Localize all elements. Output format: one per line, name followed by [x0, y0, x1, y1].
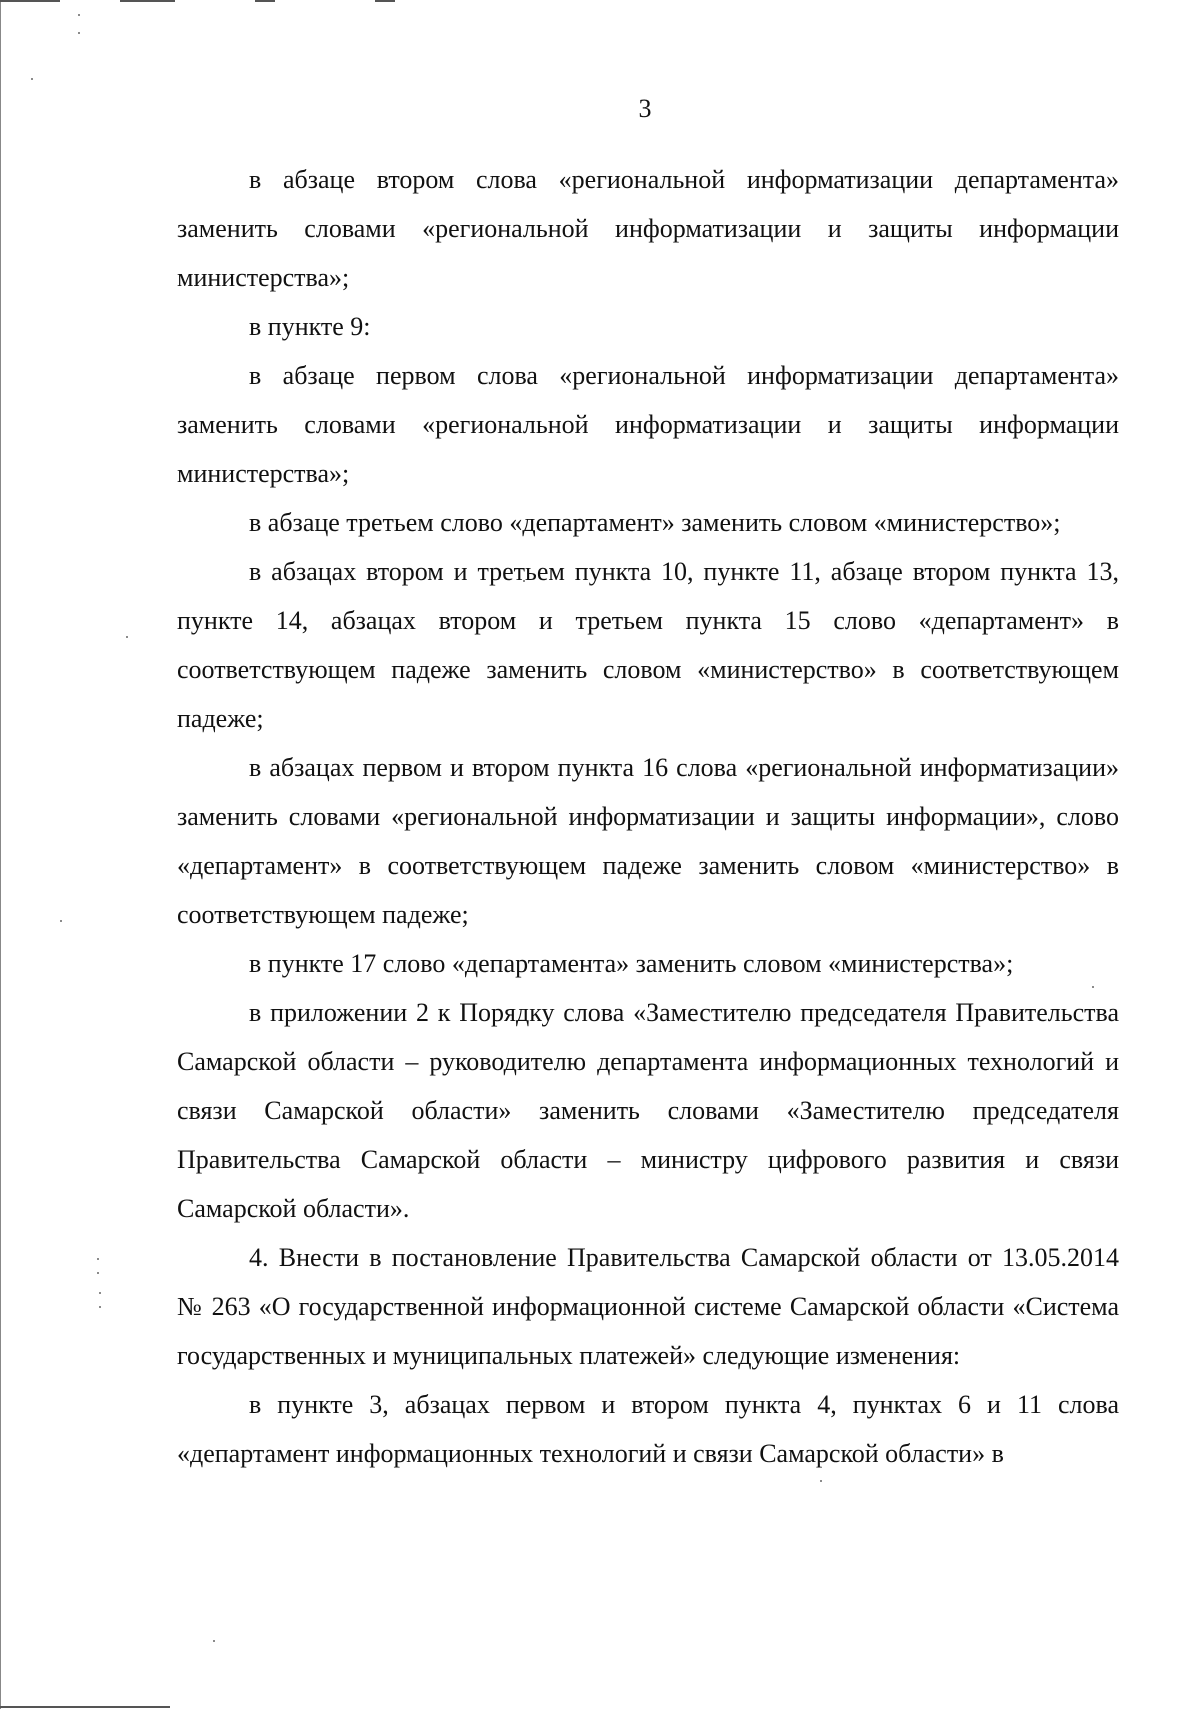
paragraph: 4. Внести в постановление Правительства Самарской области от 13.05.2014 № 263 «О государственной информационной системе Самарской области «Система государственных и муниципальных платежей» следующие изменения:: [177, 1243, 1119, 1370]
paragraph: в абзацах втором и третьем пункта 10, пункте 11, абзаце втором пункта 13, пункте 14, абзацах втором и третьем пункта 15 слово «департамент» в соответствующем падеже заменить словом «министерство» в соответствующем падеже;: [177, 557, 1119, 733]
scan-speck: [78, 14, 80, 16]
scan-speck: [126, 636, 128, 638]
scan-speck: [60, 920, 62, 922]
scan-speck: [97, 1272, 99, 1274]
scan-edge-line-top-1: [0, 0, 60, 2]
paragraph: в абзаце первом слова «региональной информатизации департамента» заменить словами «региональной информатизации и защиты информации министерства»;: [177, 361, 1119, 488]
scan-speck: [99, 1292, 101, 1294]
scan-speck: [78, 32, 80, 34]
scan-speck: [213, 1640, 215, 1642]
page-number: 3: [638, 94, 652, 123]
paragraph: в приложении 2 к Порядку слова «Заместителю председателя Правительства Самарской области – руководителю департамента информационных технологий и связи Самарской области» заменить словами «Заместителю председателя Правительства Самарской области – министру цифрового развития и связи Самарской области».: [177, 998, 1119, 1223]
paragraph: в абзаце втором слова «региональной информатизации департамента» заменить словами «региональной информатизации и защиты информации министерства»;: [177, 165, 1119, 292]
paragraph: в пункте 9:: [249, 312, 371, 341]
scan-edge-line-top-4: [375, 0, 395, 2]
paragraph: в абзацах первом и втором пункта 16 слова «региональной информатизации» заменить словами «региональной информатизации и защиты информации», слово «департамент» в соответствующем падеже заменить словом «министерство» в соответствующем падеже;: [177, 753, 1119, 929]
scan-speck: [97, 1258, 99, 1260]
paragraph: в абзаце третьем слово «департамент» заменить словом «министерство»;: [249, 508, 1061, 537]
scan-speck: [99, 1306, 101, 1308]
scan-speck: [820, 1480, 822, 1482]
scan-edge-line-top-3: [255, 0, 275, 2]
paragraph: в пункте 3, абзацах первом и втором пункта 4, пунктах 6 и 11 слова «департамент информационных технологий и связи Самарской области» в: [177, 1390, 1119, 1468]
scan-edge-line-left: [0, 0, 1, 1709]
paragraph: в пункте 17 слово «департамента» заменить словом «министерства»;: [249, 949, 1014, 978]
scan-speck: [31, 78, 33, 80]
scan-edge-line-bottom: [0, 1706, 170, 1708]
document-body: [177, 155, 1119, 1478]
scan-edge-line-top-2: [120, 0, 175, 2]
